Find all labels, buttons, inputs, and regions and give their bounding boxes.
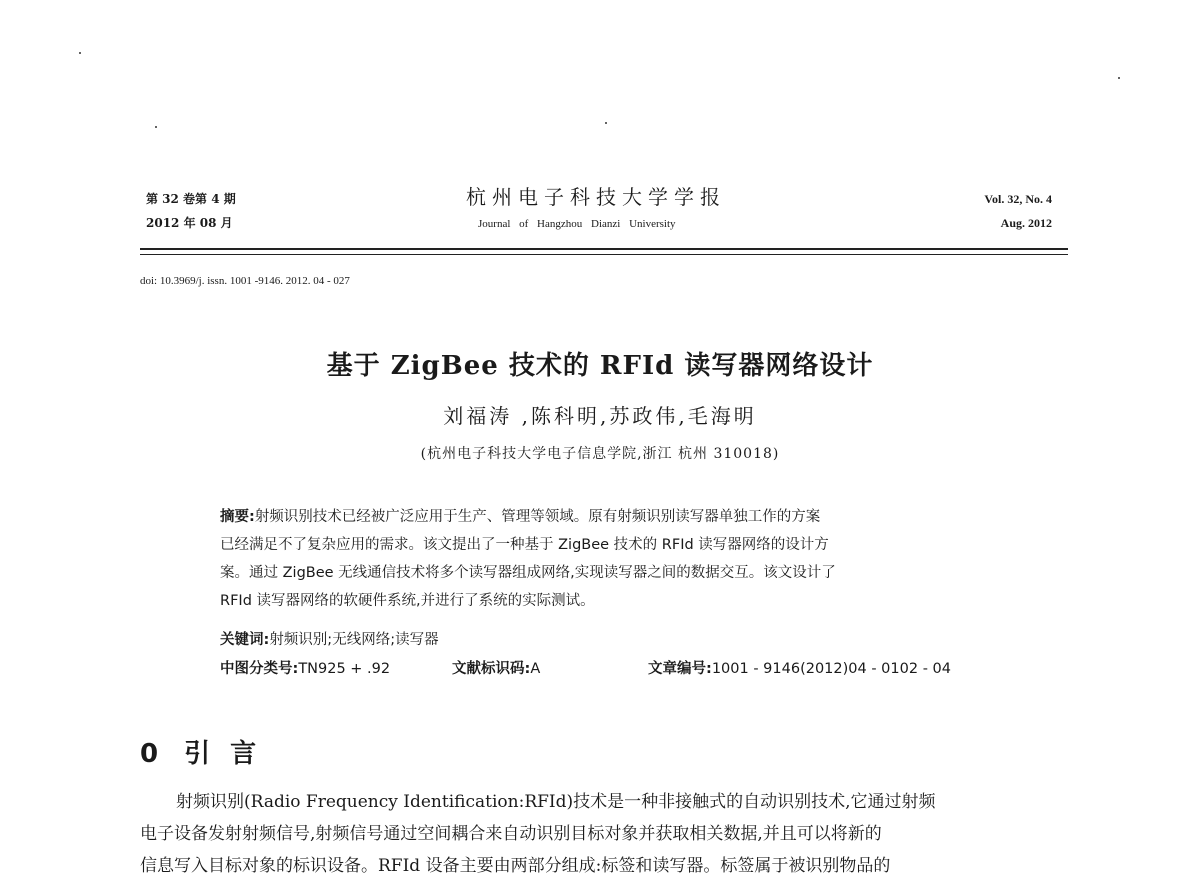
doi: doi: 10.3969/j. issn. 1001 -9146. 2012. 04 - 027 <box>140 275 350 287</box>
journal-title-en: Journal of Hangzhou Dianzi University <box>478 218 676 230</box>
abstract-label: 摘要: <box>220 509 255 525</box>
article-number <box>648 657 951 678</box>
keywords <box>220 628 439 649</box>
scan-speck <box>79 52 81 54</box>
scan-speck <box>1118 77 1120 79</box>
body-paragraph <box>140 786 1065 882</box>
body-line: 信息写入目标对象的标识设备。RFId 设备主要由两部分组成:标签和读写器。标签属于被识别物品的 <box>140 856 891 876</box>
author-list: 刘福涛 ,陈科明,苏政伟,毛海明 <box>443 404 757 428</box>
section-title: 引言 <box>184 739 277 769</box>
keywords-label: 关键词: <box>220 632 270 648</box>
clc-number <box>220 657 390 678</box>
section-heading <box>140 733 276 770</box>
volume-issue-en: Vol. 32, No. 4 <box>984 192 1052 206</box>
paper-title: 基于 ZigBee 技术的 RFId 读写器网络设计 <box>326 351 874 381</box>
clc-value: TN925 + .92 <box>298 661 391 677</box>
keywords-value: 射频识别;无线网络;读写器 <box>269 632 439 648</box>
doc-code-label: 文献标识码: <box>452 661 531 677</box>
date-cn: 2012 年 08 月 <box>146 216 233 230</box>
header-rule-thin <box>140 254 1068 255</box>
document-code <box>452 657 540 678</box>
clc-label: 中图分类号: <box>220 661 299 677</box>
header-rule <box>140 248 1068 250</box>
body-line: 射频识别(Radio Frequency Identification:RFId)技术是一种非接触式的自动识别技术,它通过射频 <box>176 792 936 812</box>
scan-speck <box>605 122 607 124</box>
abstract-line: 射频识别技术已经被广泛应用于生产、管理等领域。原有射频识别读写器单独工作的方案 <box>254 509 821 525</box>
article-number-value: 1001 - 9146(2012)04 - 0102 - 04 <box>711 661 951 677</box>
volume-issue-cn: 第 32 卷第 4 期 <box>146 192 236 206</box>
article-number-label: 文章编号: <box>648 661 712 677</box>
affiliation: (杭州电子科技大学电子信息学院,浙江 杭州 310018) <box>420 446 780 462</box>
journal-title-cn: 杭州电子科技大学学报 <box>466 185 726 209</box>
abstract-line: 已经满足不了复杂应用的需求。该文提出了一种基于 ZigBee 技术的 RFId 读写器网络的设计方 <box>220 537 829 553</box>
body-line: 电子设备发射射频信号,射频信号通过空间耦合来自动识别目标对象并获取相关数据,并且可以将新的 <box>140 824 882 844</box>
abstract-line: 案。通过 ZigBee 无线通信技术将多个读写器组成网络,实现读写器之间的数据交互。该文设计了 <box>220 565 836 581</box>
scan-speck <box>155 126 157 128</box>
date-en: Aug. 2012 <box>1000 216 1052 230</box>
doc-code-value: A <box>530 661 541 677</box>
abstract <box>220 503 990 615</box>
section-number: 0 <box>140 739 159 769</box>
abstract-line: RFId 读写器网络的软硬件系统,并进行了系统的实际测试。 <box>220 593 595 609</box>
